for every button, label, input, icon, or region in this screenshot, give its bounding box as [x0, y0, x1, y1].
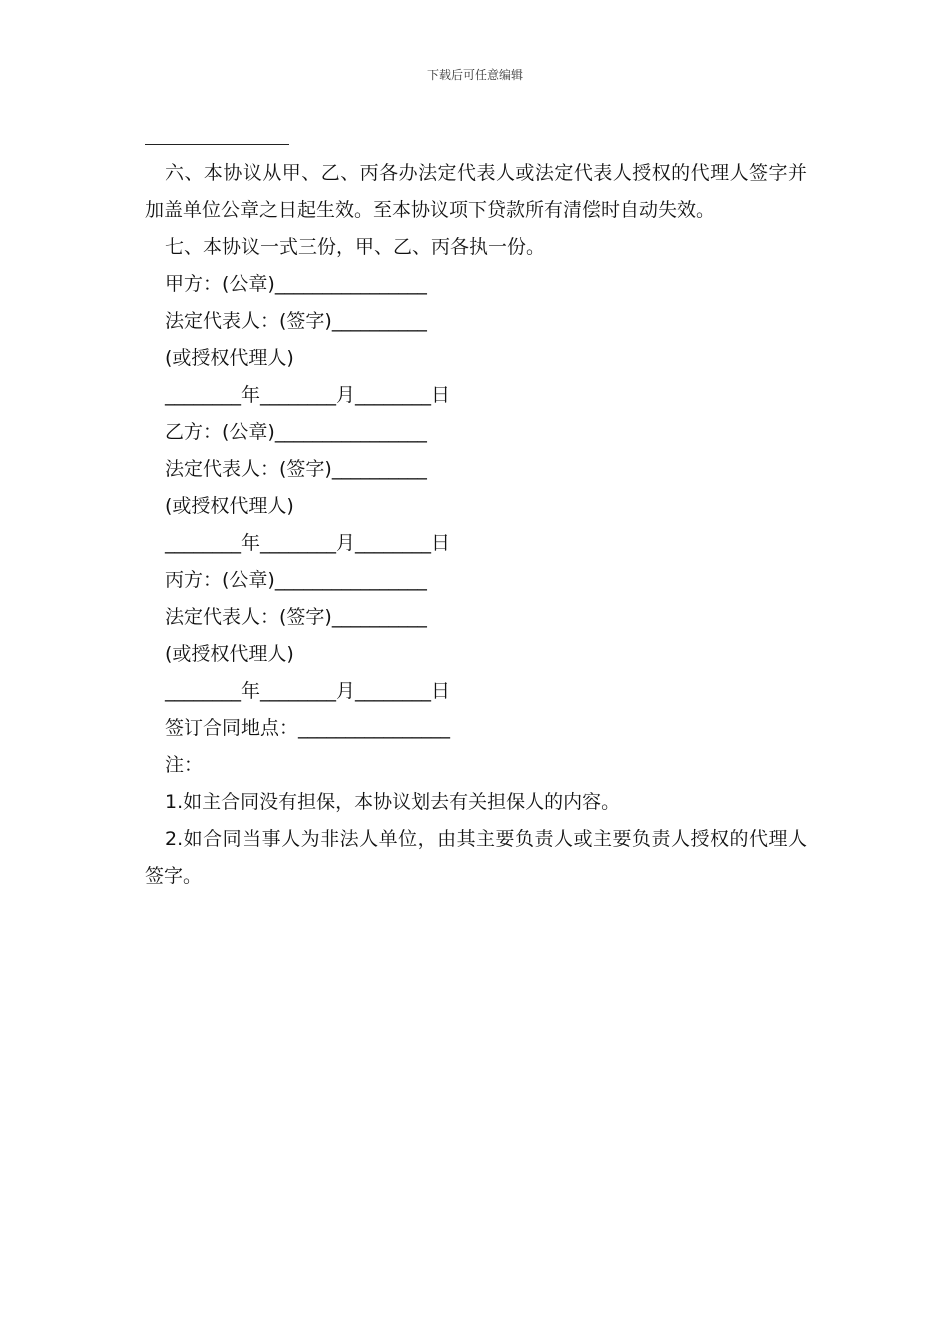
- party-b-date-line: ________年________月________日: [165, 532, 451, 554]
- note-item-1: 1.如主合同没有担保，本协议划去有关担保人的内容。: [165, 791, 621, 813]
- clause-7: 七、本协议一式三份，甲、乙、丙各执一份。: [165, 236, 546, 258]
- party-a-rep-line: 法定代表人：(签字)__________: [165, 310, 427, 332]
- party-c-agent-line: (或授权代理人): [165, 643, 294, 665]
- party-a-date-line: ________年________月________日: [165, 384, 451, 406]
- notes-label: 注：: [165, 754, 204, 776]
- party-b-seal-line: 乙方：(公章)________________: [165, 421, 427, 443]
- party-a-agent-line: (或授权代理人): [165, 347, 294, 369]
- clause-6: 六、本协议从甲、乙、丙各办法定代表人或法定代表人授权的代理人签字并加盖单位公章之日起生效。至本协议项下贷款所有清偿时自动失效。: [145, 162, 807, 221]
- party-b-rep-line: 法定代表人：(签字)__________: [165, 458, 427, 480]
- party-c-seal-line: 丙方：(公章)________________: [165, 569, 427, 591]
- signing-place-line: 签订合同地点：________________: [165, 717, 451, 739]
- party-a-seal-line: 甲方：(公章)________________: [165, 273, 427, 295]
- party-c-rep-line: 法定代表人：(签字)__________: [165, 606, 427, 628]
- top-rule: [145, 144, 289, 145]
- page-header: 下载后可任意编辑: [426, 68, 523, 82]
- party-b-agent-line: (或授权代理人): [165, 495, 294, 517]
- document-body: [145, 155, 807, 895]
- party-c-date-line: ________年________月________日: [165, 680, 451, 702]
- note-item-2: 2.如合同当事人为非法人单位，由其主要负责人或主要负责人授权的代理人签字。: [145, 828, 807, 887]
